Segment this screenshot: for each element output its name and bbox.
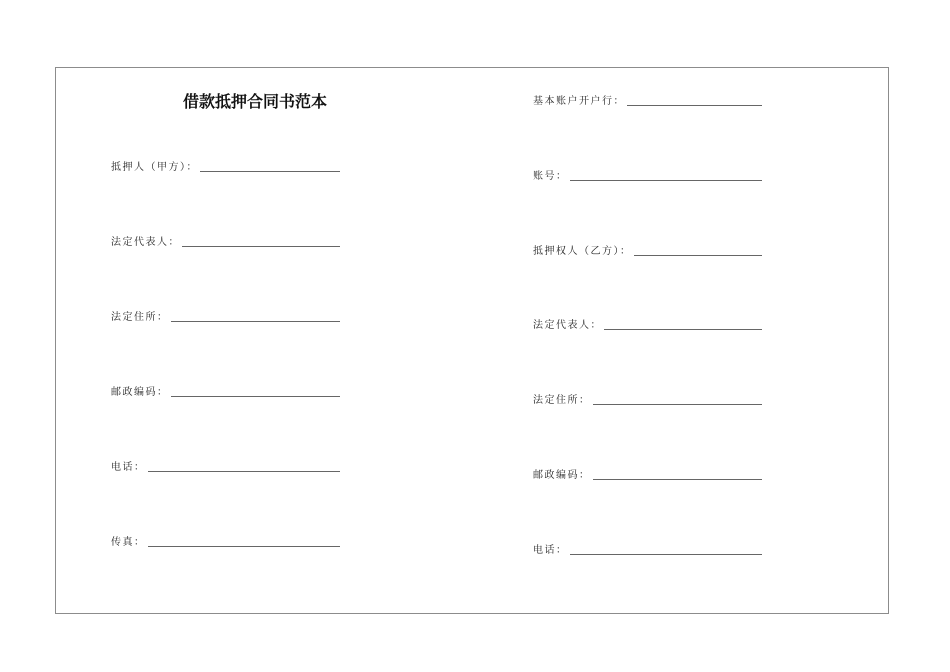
pledgor-postcode-field[interactable]: [111, 383, 340, 399]
pledgee-address-field[interactable]: [533, 391, 762, 407]
field-label: 抵押权人（乙方）：: [533, 246, 632, 257]
pledgor-legal-rep-field[interactable]: [111, 233, 340, 249]
field-label: 基本账户开户行：: [533, 96, 625, 107]
document-frame: [55, 67, 889, 614]
blank-line[interactable]: [148, 546, 341, 547]
blank-line[interactable]: [570, 554, 763, 555]
field-label: 抵押人（甲方）：: [111, 162, 198, 173]
field-label: 法定代表人：: [111, 237, 180, 248]
blank-line[interactable]: [627, 105, 762, 106]
blank-line[interactable]: [171, 321, 341, 322]
blank-line[interactable]: [171, 396, 341, 397]
account-number-field[interactable]: [533, 167, 762, 183]
pledgor-address-field[interactable]: [111, 308, 340, 324]
field-label: 传真：: [111, 537, 146, 548]
bank-account-branch-field[interactable]: [533, 92, 762, 108]
pledgee-field[interactable]: [533, 242, 762, 258]
blank-line[interactable]: [604, 329, 762, 330]
field-label: 电话：: [533, 545, 568, 556]
pledgee-legal-rep-field[interactable]: [533, 316, 762, 332]
blank-line[interactable]: [570, 180, 763, 181]
field-label: 法定代表人：: [533, 320, 602, 331]
blank-line[interactable]: [200, 171, 340, 172]
field-label: 邮政编码：: [111, 387, 169, 398]
pledgor-fax-field[interactable]: [111, 533, 340, 549]
blank-line[interactable]: [634, 255, 763, 256]
pledgee-phone-field[interactable]: [533, 541, 762, 557]
blank-line[interactable]: [182, 246, 340, 247]
pledgee-postcode-field[interactable]: [533, 466, 762, 482]
field-label: 账号：: [533, 171, 568, 182]
field-label: 法定住所：: [111, 312, 169, 323]
blank-line[interactable]: [593, 479, 763, 480]
field-label: 邮政编码：: [533, 470, 591, 481]
field-label: 法定住所：: [533, 395, 591, 406]
document-title: 借款抵押合同书范本: [183, 92, 328, 111]
pledgor-phone-field[interactable]: [111, 458, 340, 474]
pledgor-field[interactable]: [111, 158, 340, 174]
blank-line[interactable]: [593, 404, 763, 405]
blank-line[interactable]: [148, 471, 341, 472]
field-label: 电话：: [111, 462, 146, 473]
